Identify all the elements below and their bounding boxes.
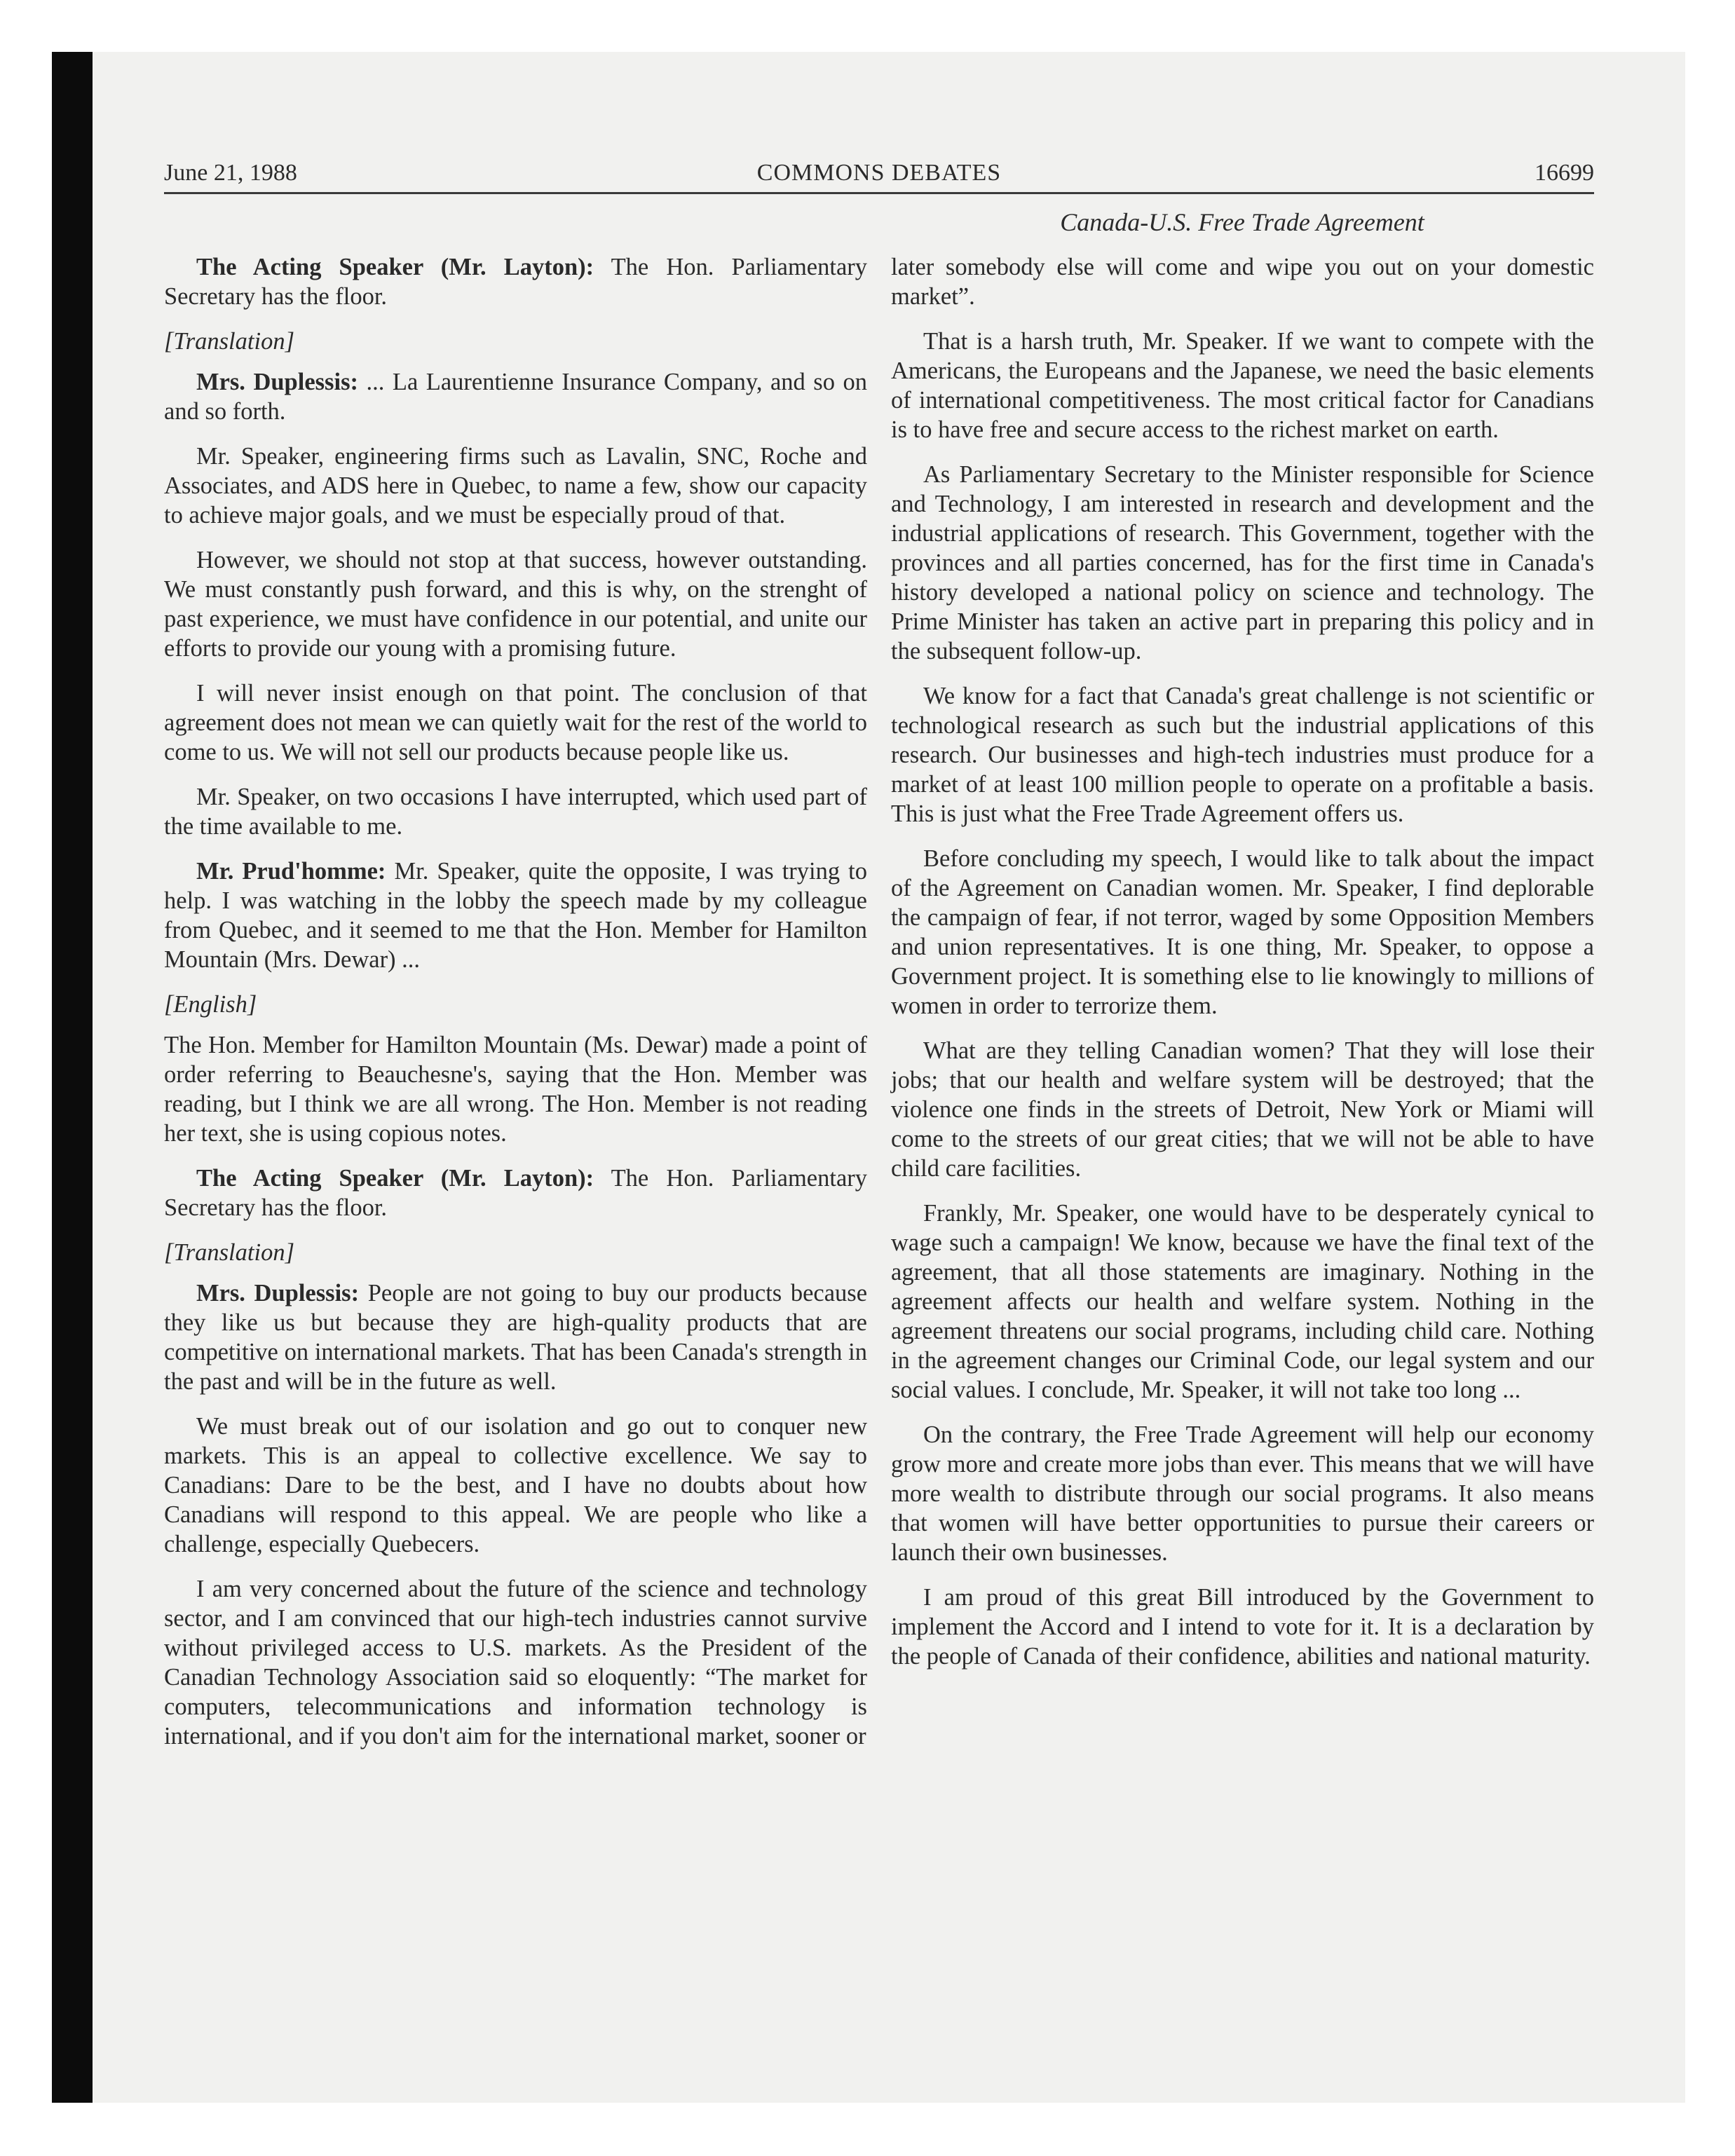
paragraph-text: I am very concerned about the future of the science and technology sector, and I am convinced that our high-tech industries cannot survive without privileged access to U.S. markets. As the President of the Canadian Technology Association said so eloquently: “The market for computers, telecommunications and information technology is international, and if you don't aim for the international market, sooner or <box>164 1576 867 1749</box>
paragraph-text: The Hon. Member for Hamilton Mountain (Ms. Dewar) made a point of order referring to Beauchesne's, saying that the Hon. Member was reading, but I think we are all wrong. The Hon. Member is not reading her text, she is using copious notes. <box>164 1032 867 1147</box>
header-date: June 21, 1988 <box>164 160 297 186</box>
paragraph <box>164 678 867 767</box>
language-label-text: [English] <box>164 991 257 1018</box>
language-label <box>164 1238 867 1267</box>
paragraph <box>891 681 1594 828</box>
paragraph <box>891 1199 1594 1405</box>
paragraph <box>891 1583 1594 1671</box>
left-column <box>164 252 867 1766</box>
paragraph <box>891 844 1594 1021</box>
language-label-text: [Translation] <box>164 1239 294 1266</box>
page-number: 16699 <box>1535 160 1594 186</box>
speaker-name: Mr. Prud'homme: <box>196 858 386 885</box>
speaker-paragraph <box>164 252 867 311</box>
paragraph <box>164 442 867 530</box>
section-subject: Canada-U.S. Free Trade Agreement <box>1060 208 1424 236</box>
paragraph-text: Before concluding my speech, I would like to talk about the impact of the Agreement on Canadian women. Mr. Speaker, I find deplorable the campaign of fear, if not terror, waged by some Opposition Members and union representatives. It is one thing, Mr. Speaker, to oppose a Government project. It is something else to lie knowingly to millions of women in order to terrorize them. <box>891 845 1594 1019</box>
speaker-paragraph <box>164 1164 867 1222</box>
paragraph-text: That is a harsh truth, Mr. Speaker. If we want to compete with the Americans, the Europeans and the Japanese, we need the basic elements of international competitiveness. The most critical factor for Canadians is to have free and secure access to the richest market on earth. <box>891 328 1594 443</box>
speaker-name: The Acting Speaker (Mr. Layton): <box>196 254 594 280</box>
right-column <box>891 252 1594 1686</box>
language-label <box>164 990 867 1019</box>
paragraph-text: As Parliamentary Secretary to the Minister responsible for Science and Technology, I am interested in research and development and the industrial applications of research. This Government, together with the provinces and all parties concerned, has for the first time in Canada's history developed a national policy on science and technology. The Prime Minister has taken an active part in preparing this policy and in the subsequent follow-up. <box>891 461 1594 664</box>
paragraph-text: I will never insist enough on that point. The conclusion of that agreement does not mean we can quietly wait for the rest of the world to come to us. We will not sell our products because people like us. <box>164 680 867 765</box>
paragraph-text: I am proud of this great Bill introduced by the Government to implement the Accord and I intend to vote for it. It is a declaration by the people of Canada of their confidence, abilities and national maturity. <box>891 1584 1594 1670</box>
speaker-paragraph <box>164 857 867 974</box>
speaker-paragraph <box>164 367 867 426</box>
paragraph <box>164 545 867 663</box>
language-label <box>164 327 867 356</box>
binding-edge <box>52 52 93 2103</box>
speaker-name: The Acting Speaker (Mr. Layton): <box>196 1165 594 1192</box>
paragraph-text: What are they telling Canadian women? That they will lose their jobs; that our health and welfare system will be destroyed; that the violence one finds in the streets of Detroit, New York or Miami will come to the streets of our great cities; that we will not be able to have child care facilities. <box>891 1037 1594 1182</box>
paragraph-text: The Hon. Parliamentary Secretary has the floor. <box>164 1165 867 1221</box>
paragraph-text: We must break out of our isolation and go out to conquer new markets. This is an appeal to collective excellence. We say to Canadians: Dare to be the best, and I have no doubts about how Canadians will respond to this appeal. We are people who like a challenge, especially Quebecers. <box>164 1413 867 1557</box>
speaker-name: Mrs. Duplessis: <box>196 1280 360 1306</box>
paragraph <box>164 782 867 841</box>
paragraph-text: People are not going to buy our products because they like us but because they are high-quality products that are competitive on international markets. That has been Canada's strength in the past and will be in the future as well. <box>164 1280 868 1395</box>
paragraph <box>891 327 1594 444</box>
page-header <box>164 157 1594 194</box>
paragraph-text: Mr. Speaker, quite the opposite, I was trying to help. I was watching in the lobby the speech made by my colleague from Quebec, and it seemed to me that the Hon. Member for Hamilton Mountain (Mrs. Dewar) ... <box>164 858 868 973</box>
paragraph-text: Frankly, Mr. Speaker, one would have to be desperately cynical to wage such a campaign! We know, because we have the final text of the agreement, that all those statements are imaginary. Nothing in the agreement affects our health and welfare system. Nothing in the agreement threatens our social programs, including child care. Nothing in the agreement changes our Criminal Code, our legal system and our social values. I conclude, Mr. Speaker, it will not take too long ... <box>891 1200 1594 1403</box>
header-title: COMMONS DEBATES <box>756 160 1002 186</box>
paragraph-text: ... La Laurentienne Insurance Company, and so on and so forth. <box>164 369 867 425</box>
paragraph-text: The Hon. Parliamentary Secretary has the floor. <box>164 254 867 310</box>
paragraph-text: Mr. Speaker, engineering firms such as Lavalin, SNC, Roche and Associates, and ADS here in Quebec, to name a few, show our capacity to achieve major goals, and we must be especially proud of that. <box>164 443 867 528</box>
paragraph <box>164 1412 867 1559</box>
paragraph <box>164 1030 867 1148</box>
speaker-paragraph <box>164 1278 867 1396</box>
paragraph-text: We know for a fact that Canada's great challenge is not scientific or technological research as such but the industrial applications of this research. Our businesses and high-tech industries must produce for a market of at least 100 million people to operate on a profitable a basis. This is just what the Free Trade Agreement offers us. <box>891 683 1594 827</box>
paragraph <box>891 1036 1594 1183</box>
language-label-text: [Translation] <box>164 328 294 355</box>
speaker-name: Mrs. Duplessis: <box>196 369 358 395</box>
paragraph <box>891 460 1594 666</box>
paragraph-text: later somebody else will come and wipe you out on your domestic market”. <box>891 254 1594 310</box>
paragraph <box>164 1574 867 1751</box>
paragraph <box>891 1420 1594 1567</box>
paragraph-text: However, we should not stop at that success, however outstanding. We must constantly push forward, and this is why, on the strenght of past experience, we must have confidence in our potential, and unite our efforts to provide our young with a promising future. <box>164 547 867 662</box>
paragraph-text: On the contrary, the Free Trade Agreement will help our economy grow more and create more jobs than ever. This means that we will have more wealth to distribute through our social programs. It also means that women will have better opportunities to pursue their careers or launch their own businesses. <box>891 1421 1594 1566</box>
paragraph-text: Mr. Speaker, on two occasions I have interrupted, which used part of the time available to me. <box>164 784 867 840</box>
paragraph <box>891 252 1594 311</box>
